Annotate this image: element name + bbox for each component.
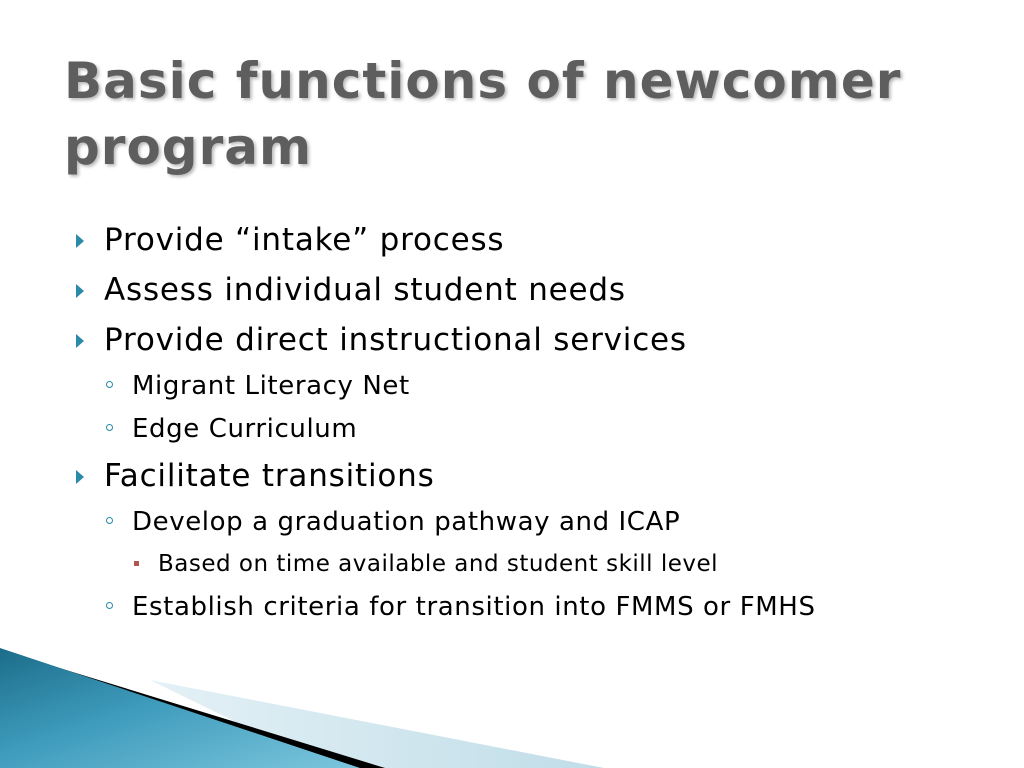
sub-sub-bullet-item bbox=[72, 547, 972, 589]
hollow-circle-icon bbox=[106, 424, 113, 431]
sub-bullet-text: Edge Curriculum bbox=[132, 414, 358, 444]
slide-title: Basic functions of newcomer program bbox=[64, 52, 902, 176]
bullet-text: Provide “intake” process bbox=[104, 222, 505, 258]
sub-bullet-text: Develop a graduation pathway and ICAP bbox=[132, 507, 681, 537]
triangle-arrow-icon bbox=[76, 334, 84, 348]
hollow-circle-icon bbox=[106, 381, 113, 388]
bullet-text: Assess individual student needs bbox=[104, 272, 626, 308]
bullet-item bbox=[72, 268, 972, 318]
square-dot-icon bbox=[134, 561, 139, 566]
triangle-arrow-icon bbox=[76, 284, 84, 298]
sub-sub-bullet-text: Based on time available and student skill level bbox=[158, 551, 719, 577]
bullet-text: Facilitate transitions bbox=[104, 458, 435, 494]
bullet-text: Provide direct instructional services bbox=[104, 322, 687, 358]
teal-swoosh bbox=[0, 648, 360, 768]
hollow-circle-icon bbox=[106, 602, 113, 609]
bullet-list bbox=[72, 218, 972, 632]
bullet-item bbox=[72, 318, 972, 368]
sub-bullet-item bbox=[72, 368, 972, 411]
triangle-arrow-icon bbox=[76, 470, 84, 484]
sub-bullet-item bbox=[72, 589, 972, 632]
sub-bullet-item bbox=[72, 411, 972, 454]
bullet-item bbox=[72, 218, 972, 268]
hollow-circle-icon bbox=[106, 517, 113, 524]
sub-bullet-item bbox=[72, 504, 972, 547]
sub-bullet-text: Migrant Literacy Net bbox=[132, 371, 410, 401]
bullet-item bbox=[72, 454, 972, 504]
sub-bullet-text: Establish criteria for transition into FMMS or FMHS bbox=[132, 592, 816, 622]
triangle-arrow-icon bbox=[76, 234, 84, 248]
